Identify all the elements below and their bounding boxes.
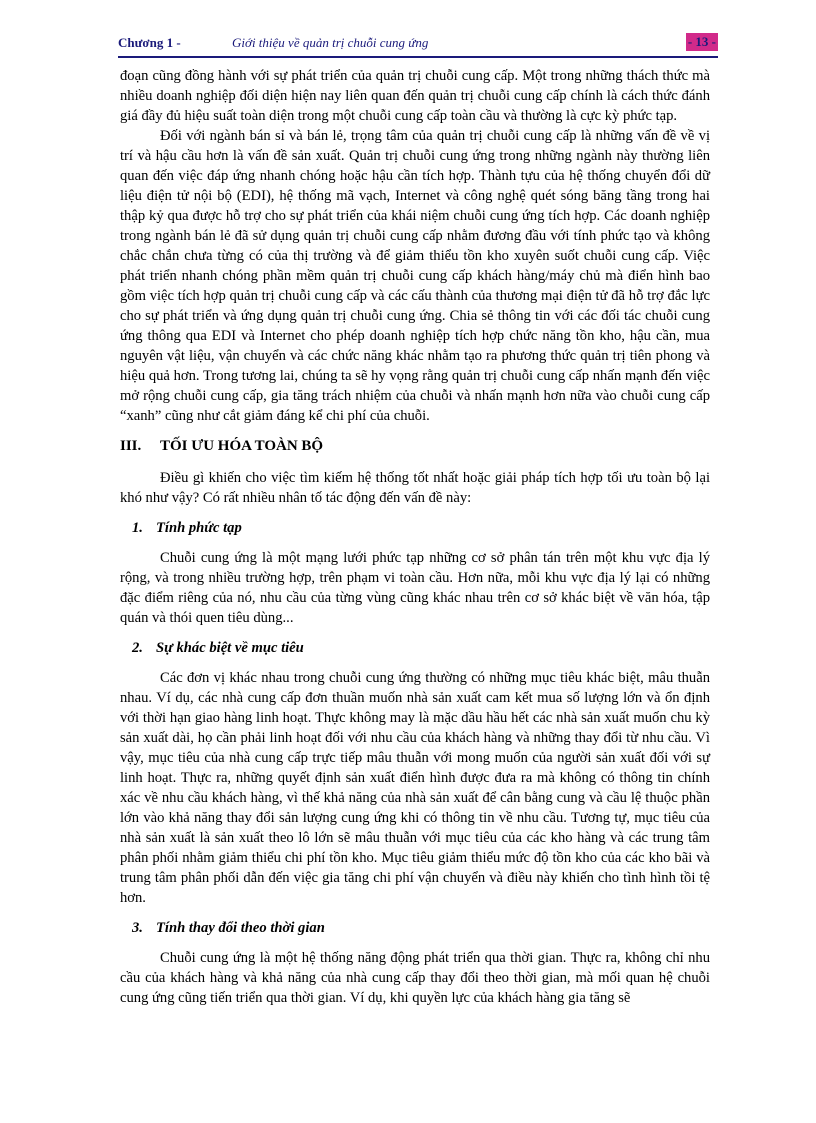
- section-number: III.: [120, 438, 142, 454]
- subheading-number: 1.: [132, 520, 143, 536]
- paragraph-6: Chuỗi cung ứng là một hệ thống năng động phát triển qua thời gian. Thực ra, không chỉ nhu cầu của khách hàng và khả năng của nhà cung cấp thay đổi theo thời gian, mà mối quan hệ chuỗi cung ứng cũng tiến triển qua thời gian. Ví dụ, khi quyền lực của khách hàng gia tăng sẽ: [120, 950, 710, 1006]
- subheading-number: 2.: [132, 640, 143, 656]
- page-content: [120, 66, 710, 1008]
- subheading-title: Tính thay đổi theo thời gian: [156, 920, 325, 936]
- subheading-title: Tính phức tạp: [156, 520, 242, 536]
- header-chapter: Chương 1 -: [118, 35, 181, 50]
- header-title: Giới thiệu về quản trị chuỗi cung ứng: [232, 35, 429, 50]
- page-header: [118, 33, 718, 57]
- subheading-1: [132, 518, 710, 538]
- paragraph-1: đoạn cũng đồng hành với sự phát triển của quản trị chuỗi cung cấp. Một trong những thách thức mà nhiều doanh nghiệp đối diện hiện nay liên quan đến quản trị chuỗi cung cấp chính là cách thức đánh giá đầy đủ hiệu suất toàn diện trong một chuỗi cung cấp toàn cầu và thường là cực kỳ phức tạp.: [120, 68, 710, 124]
- subheading-title: Sự khác biệt về mục tiêu: [156, 640, 304, 656]
- section-heading-3: [120, 436, 710, 456]
- subheading-2: [132, 638, 710, 658]
- paragraph-4: Chuỗi cung ứng là một mạng lưới phức tạp những cơ sở phân tán trên một khu vực địa lý rộng, và trong nhiều trường hợp, trên phạm vi toàn cầu. Hơn nữa, mỗi khu vực địa lý lại có những đặc điểm riêng của nó, nhu cầu của từng vùng cũng khác nhau trên cơ sở khác biệt về văn hóa, tập quán và thói quen tiêu dùng...: [120, 550, 710, 626]
- subheading-number: 3.: [132, 920, 143, 936]
- section-title: TỐI ƯU HÓA TOÀN BỘ: [160, 438, 324, 454]
- paragraph-5: Các đơn vị khác nhau trong chuỗi cung ứng thường có những mục tiêu khác biệt, mâu thuẫn nhau. Ví dụ, các nhà cung cấp đơn thuần muốn nhà sản xuất cam kết mua số lượng lớn và ổn định với thời hạn giao hàng linh hoạt. Thực không may là mặc dầu hầu hết các nhà sản xuất muốn chu kỳ sản xuất dài, họ cần phải linh hoạt đối với nhu cầu của khách hàng và những thay đổi từ nhu cầu. Vì vậy, mục tiêu của nhà cung cấp trực tiếp mâu thuẫn với mong muốn của người sản xuất đối với sự linh hoạt. Thực ra, những quyết định sản xuất điển hình được đưa ra mà không có thông tin chính xác về nhu cầu khách hàng, vì thế khả năng của nhà sản xuất để cân bằng cung và cầu lệ thuộc phần lớn vào khả năng thay đổi sản lượng cung ứng khi có thông tin về nhu cầu. Tương tự, mục tiêu của nhà sản xuất là sản xuất theo lô lớn sẽ mâu thuẫn với mục tiêu của các kho hàng và các trung tâm phân phối nhằm giảm thiểu chi phí tồn kho. Mục tiêu giảm thiểu mức độ tồn kho của các kho bãi và trung tâm phân phối dẫn đến việc gia tăng chi phí vận chuyển và điều này khiến cho tình hình tồi tệ hơn.: [120, 670, 710, 906]
- header-page-number: - 13 -: [687, 34, 716, 49]
- subheading-3: [132, 918, 710, 938]
- paragraph-2: Đối với ngành bán sỉ và bán lẻ, trọng tâm của quản trị chuỗi cung cấp là những vấn đề về vị trí và hậu cầu hơn là vấn đề sản xuất. Quản trị chuỗi cung ứng trong những ngành này thường liên quan đến việc đáp ứng nhanh chóng hoặc hậu cần tích hợp. Thành tựu của hệ thống chuyển đổi dữ liệu điện tử nội bộ (EDI), hệ thống mã vạch, Internet và công nghệ quét sóng băng tầng trong hai thập kỷ qua được hỗ trợ cho sự phát triển của khái niệm chuỗi cung ứng tích hợp. Các doanh nghiệp trong ngành bán lẻ đã sử dụng quản trị chuỗi cung cấp nhằm đương đầu với tính phức tạo và không chắc chắn chưa từng có của thị trường và để giảm thiểu tồn kho xuyên suốt chuỗi cung cấp. Việc phát triển nhanh chóng phần mềm quản trị chuỗi cung cấp khách hàng/máy chủ mà điển hình bao gồm việc tích hợp quản trị chuỗi cung cấp và các cấu thành của thương mại điện tử đã hỗ trợ đắc lực cho sự phát triển và ứng dụng quản trị chuỗi cung ứng. Chia sẻ thông tin với các đối tác chuỗi cung ứng thông qua EDI và Internet cho phép doanh nghiệp tích hợp chức năng tồn kho, hậu cần, mua nguyên vật liệu, vận chuyển và các chức năng khác nhằm tạo ra phương thức quản trị tiên phong và hiệu quả hơn. Trong tương lai, chúng ta sẽ hy vọng rằng quản trị chuỗi cung cấp nhấn mạnh đến việc mở rộng chuỗi cung cấp, gia tăng trách nhiệm của chuỗi và nhấn mạnh hơn nữa vào chuỗi cung cấp “xanh” cũng như cắt giảm đáng kể chi phí của chuỗi.: [120, 128, 710, 424]
- header-rule: [118, 56, 718, 58]
- paragraph-3: Điều gì khiến cho việc tìm kiếm hệ thống tốt nhất hoặc giải pháp tích hợp tối ưu toàn bộ lại khó như vậy? Có rất nhiều nhân tố tác động đến vấn đề này:: [120, 470, 710, 506]
